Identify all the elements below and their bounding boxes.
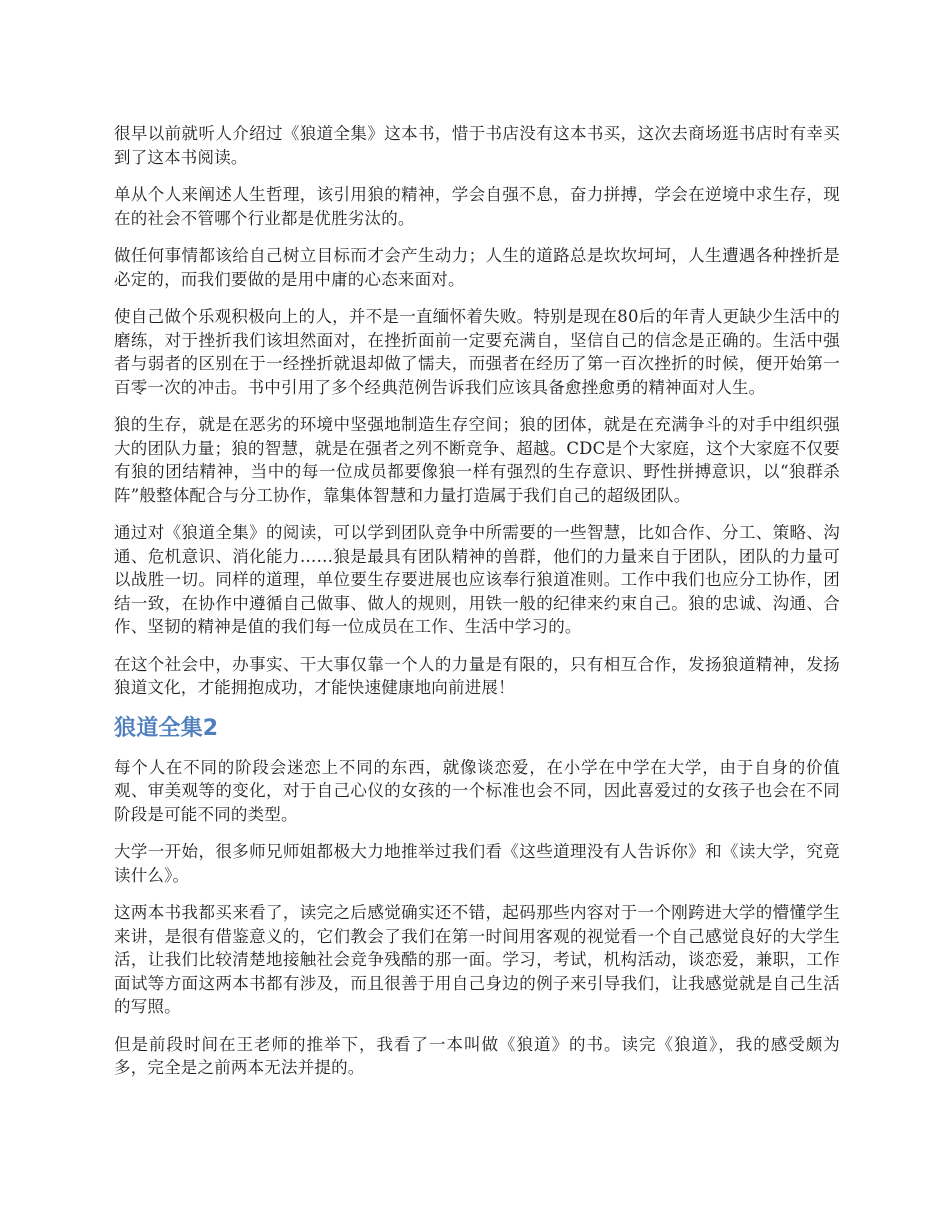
paragraph: 使自己做个乐观积极向上的人，并不是一直缅怀着失败。特别是现在80后的年青人更缺少生活中的磨练，对于挫折我们该坦然面对，在挫折面前一定要充满自，坚信自己的信念是正确的。生活中强者与弱者的区别在于一经挫折就退却做了懦夫，而强者在经历了第一百次挫折的时候，便开始第一百零一次的冲击。书中引用了多个经典范例告诉我们应该具备愈挫愈勇的精神面对人生。: [114, 307, 840, 397]
paragraph: 通过对《狼道全集》的阅读，可以学到团队竞争中所需要的一些智慧，比如合作、分工、策略、沟通、危机意识、消化能力……狼是最具有团队精神的兽群，他们的力量来自于团队，团队的力量可以战胜一切。同样的道理，单位要生存要进展也应该奉行狼道准则。工作中我们也应分工协作，团结一致，在协作中遵循自己做事、做人的规则，用铁一般的纪律来约束自己。狼的忠诚、沟通、合作、坚韧的精神是值的我们每一位成员在工作、生活中学习的。: [114, 523, 840, 636]
paragraph: 狼的生存，就是在恶劣的环境中坚强地制造生存空间；狼的团体，就是在充满争斗的对手中组织强大的团队力量；狼的智慧，就是在强者之列不断竞争、超越。CDC是个大家庭，这个大家庭不仅要有狼的团结精神，当中的每一位成员都要像狼一样有强烈的生存意识、野性拼搏意识，以“狼群杀阵”般整体配合与分工协作，靠集体智慧和力量打造属于我们自己的超级团队。: [114, 415, 840, 505]
paragraph: 做任何事情都该给自己树立目标而才会产生动力；人生的道路总是坎坎坷坷，人生遭遇各种挫折是必定的，而我们要做的是用中庸的心态来面对。: [114, 246, 840, 289]
paragraph: 这两本书我都买来看了，读完之后感觉确实还不错，起码那些内容对于一个刚跨进大学的懵懂学生来讲，是很有借鉴意义的，它们教会了我们在第一时间用客观的视觉看一个自己感觉良好的大学生活，让我们比较清楚地接触社会竞争残酷的那一面。学习，考试，机构活动，谈恋爱，兼职，工作面试等方面这两本书都有涉及，而且很善于用自己身边的例子来引导我们，让我感觉就是自己生活的写照。: [114, 903, 840, 1016]
document-page: [114, 122, 840, 1094]
paragraph: 每个人在不同的阶段会迷恋上不同的东西，就像谈恋爱，在小学在中学在大学，由于自身的价值观、审美观等的变化，对于自己心仪的女孩的一个标准也会不同，因此喜爱过的女孩子也会在不同阶段是可能不同的类型。: [114, 757, 840, 824]
paragraph: 但是前段时间在王老师的推举下，我看了一本叫做《狼道》的书。读完《狼道》，我的感受颇为多，完全是之前两本无法并提的。: [114, 1034, 840, 1077]
paragraph: 在这个社会中，办事实、干大事仅靠一个人的力量是有限的，只有相互合作，发扬狼道精神，发扬狼道文化，才能拥抱成功，才能快速健康地向前进展！: [114, 654, 840, 697]
paragraph: 大学一开始，很多师兄师姐都极大力地推举过我们看《这些道理没有人告诉你》和《读大学，究竟读什么》。: [114, 842, 840, 885]
section-heading: 狼道全集2: [114, 715, 219, 741]
paragraph: 很早以前就听人介绍过《狼道全集》这本书，惜于书店没有这本书买，这次去商场逛书店时有幸买到了这本书阅读。: [114, 124, 840, 167]
paragraph: 单从个人来阐述人生哲理，该引用狼的精神，学会自强不息，奋力拼搏，学会在逆境中求生存，现在的社会不管哪个行业都是优胜劣汰的。: [114, 185, 840, 228]
